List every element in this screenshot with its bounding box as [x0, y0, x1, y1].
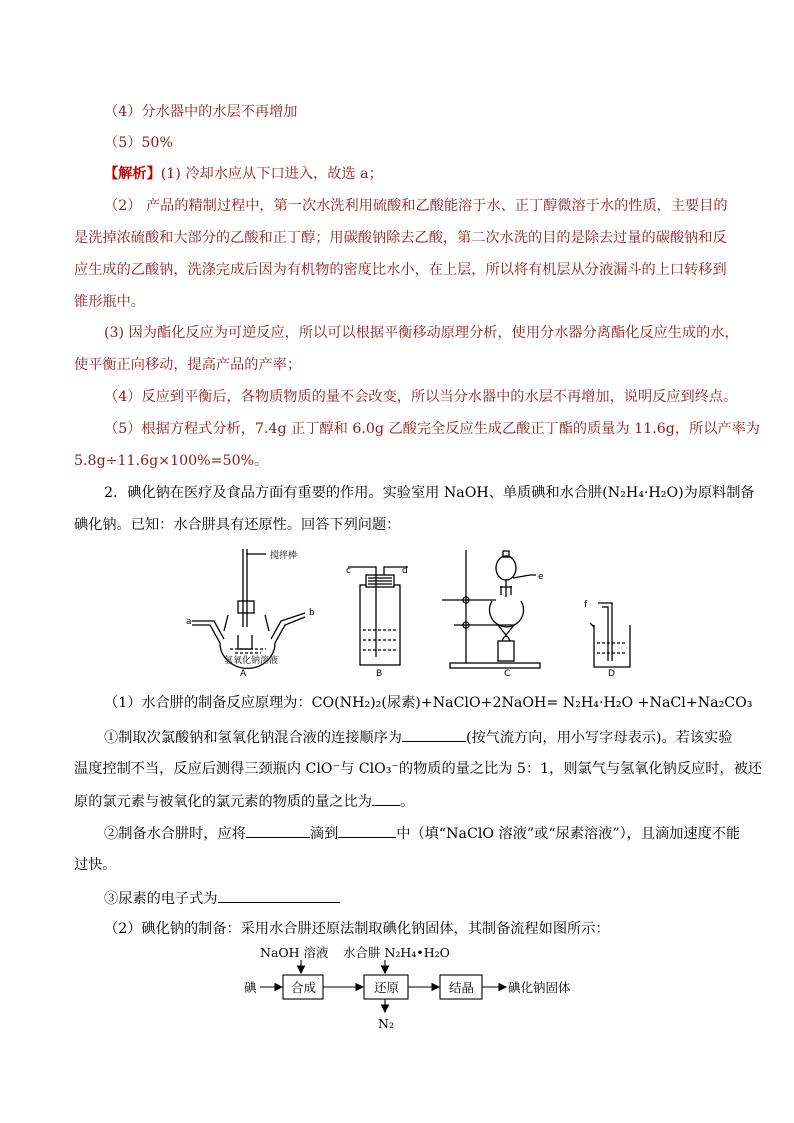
flow-hydrazine: 水合肼 N₂H₄•H₂O — [343, 945, 450, 960]
q2-s1: （1）水合肼的制备反应原理为：CO(NH₂)₂(尿素)+NaClO+2NaOH= N₂H₄·H₂O +NaCl+Na₂CO₃ — [104, 695, 753, 711]
q2-s1-i-line1 — [104, 727, 732, 748]
flow-product: 碘化钠固体 — [508, 980, 571, 995]
q2-s1-ii-text-c: 中（填“NaClO 溶液”或“尿素溶液”），且滴加速度不能 — [396, 826, 741, 842]
apparatus-c — [442, 550, 540, 668]
flowchart — [240, 940, 600, 1030]
q2-s1-i-text-a: ①制取次氯酸钠和氢氧化钠混合液的连接顺序为 — [104, 730, 402, 746]
label-d: d — [402, 566, 408, 576]
analysis-p2-line2: 是洗掉浓硫酸和大部分的乙酸和正丁醇；用碳酸钠除去乙酸，第二次水洗的目的是除去过量的碳酸钠和反 — [74, 230, 727, 246]
label-stirrer: 搅拌棒 — [270, 551, 298, 561]
flow-iodine: 碘 — [244, 980, 257, 995]
q2-s1-i-text-c: 原的氯元素与被氧化的氯元素的物质的量之比为 — [74, 794, 372, 810]
answer-blank-target-solution[interactable] — [338, 823, 396, 838]
analysis-p2-line3: 应生成的乙酸钠，洗涤完成后因为有机物的密度比水小，在上层，所以将有机层从分液漏斗的上口转移到 — [74, 262, 727, 278]
q2-s1-ii-line2: 过快。 — [74, 857, 117, 873]
apparatus-figure — [180, 545, 640, 680]
q2-s1-i-line2: 温度控制不当，反应后测得三颈瓶内 ClO⁻与 ClO₃⁻的物质的量之比为 5：1，则氯气与氢氧化钠反应时，被还 — [74, 761, 762, 777]
flow-step-crystallization: 结晶 — [449, 980, 475, 995]
analysis-tag: 【解析】 — [104, 166, 161, 182]
analysis-p1-text: (1) 冷却水应从下口进入，故选 a； — [160, 166, 383, 182]
label-D: D — [608, 669, 615, 679]
q2-s1-i-text-b: (按气流方向，用小写字母表示)。若该实验 — [465, 730, 733, 746]
label-b: b — [309, 608, 315, 618]
flow-n2: N₂ — [378, 1016, 394, 1030]
analysis-p2-line1: （2） 产品的精制过程中，第一次水洗利用硫酸和乙酸能溶于水、正丁醇微溶于水的性质，主要目的 — [104, 198, 728, 214]
label-e: e — [538, 572, 544, 582]
analysis-p2-line4: 锥形瓶中。 — [74, 294, 145, 310]
q2-s2: （2）碘化钠的制备：采用水合肼还原法制取碘化钠固体，其制备流程如图所示： — [104, 921, 610, 937]
label-A: A — [240, 669, 247, 679]
analysis-p1 — [104, 164, 383, 184]
apparatus-d — [590, 603, 630, 667]
analysis-p3-line2: 使平衡正向移动，提高产品的产率； — [74, 357, 302, 373]
label-C: C — [504, 669, 511, 679]
q2-s1-i-text-d: 。 — [399, 794, 415, 810]
q2-s1-i-line3 — [74, 791, 414, 812]
answer-blank-connection-order[interactable] — [402, 727, 466, 742]
q2-intro-line2: 碘化钠。已知：水合肼具有还原性。回答下列问题： — [74, 517, 401, 533]
flow-step-reduction: 还原 — [374, 980, 400, 995]
q2-s1-ii-text-b: 滴到 — [309, 826, 339, 842]
q2-s1-ii-line1 — [104, 823, 740, 844]
q2-s1-iii-text: ③尿素的电子式为 — [104, 891, 218, 907]
answer-5: （5）50% — [104, 135, 173, 151]
answer-blank-dropped-solution[interactable] — [246, 823, 310, 838]
analysis-p5-line1: （5）根据方程式分析，7.4g 正丁醇和 6.0g 乙酸完全反应生成乙酸正丁酯的质量为 11.6g，所以产率为 — [104, 421, 760, 437]
apparatus-a — [192, 549, 305, 668]
analysis-p3-line1: (3) 因为酯化反应为可逆反应，所以可以根据平衡移动原理分析，使用分水器分离酯化反应生成的水， — [104, 325, 739, 341]
flow-step-synthesis: 合成 — [291, 980, 317, 995]
label-f: f — [584, 600, 588, 610]
label-solution: 氢氧化钠溶液 — [224, 656, 279, 666]
q2-s1-iii — [104, 888, 340, 909]
apparatus-b — [348, 567, 408, 665]
label-B: B — [376, 669, 383, 679]
q2-intro-line1: 2．碘化钠在医疗及食品方面有重要的作用。实验室用 NaOH、单质碘和水合肼(N₂H₄·H₂O)为原料制备 — [104, 485, 755, 501]
flow-naoh: NaOH 溶液 — [260, 945, 329, 960]
answer-blank-electron-formula[interactable] — [218, 888, 340, 903]
analysis-p5-line2: 5.8g÷11.6g×100%=50%。 — [74, 453, 269, 469]
answer-4: （4）分水器中的水层不再增加 — [104, 104, 298, 120]
q2-s1-ii-text-a: ②制备水合肼时，应将 — [104, 826, 246, 842]
analysis-p4: （4）反应到平衡后，各物质物质的量不会改变，所以当分水器中的水层不再增加，说明反应到终点。 — [104, 389, 738, 405]
label-c: c — [346, 566, 351, 576]
answer-blank-ratio[interactable] — [372, 791, 400, 806]
label-a: a — [186, 617, 192, 627]
